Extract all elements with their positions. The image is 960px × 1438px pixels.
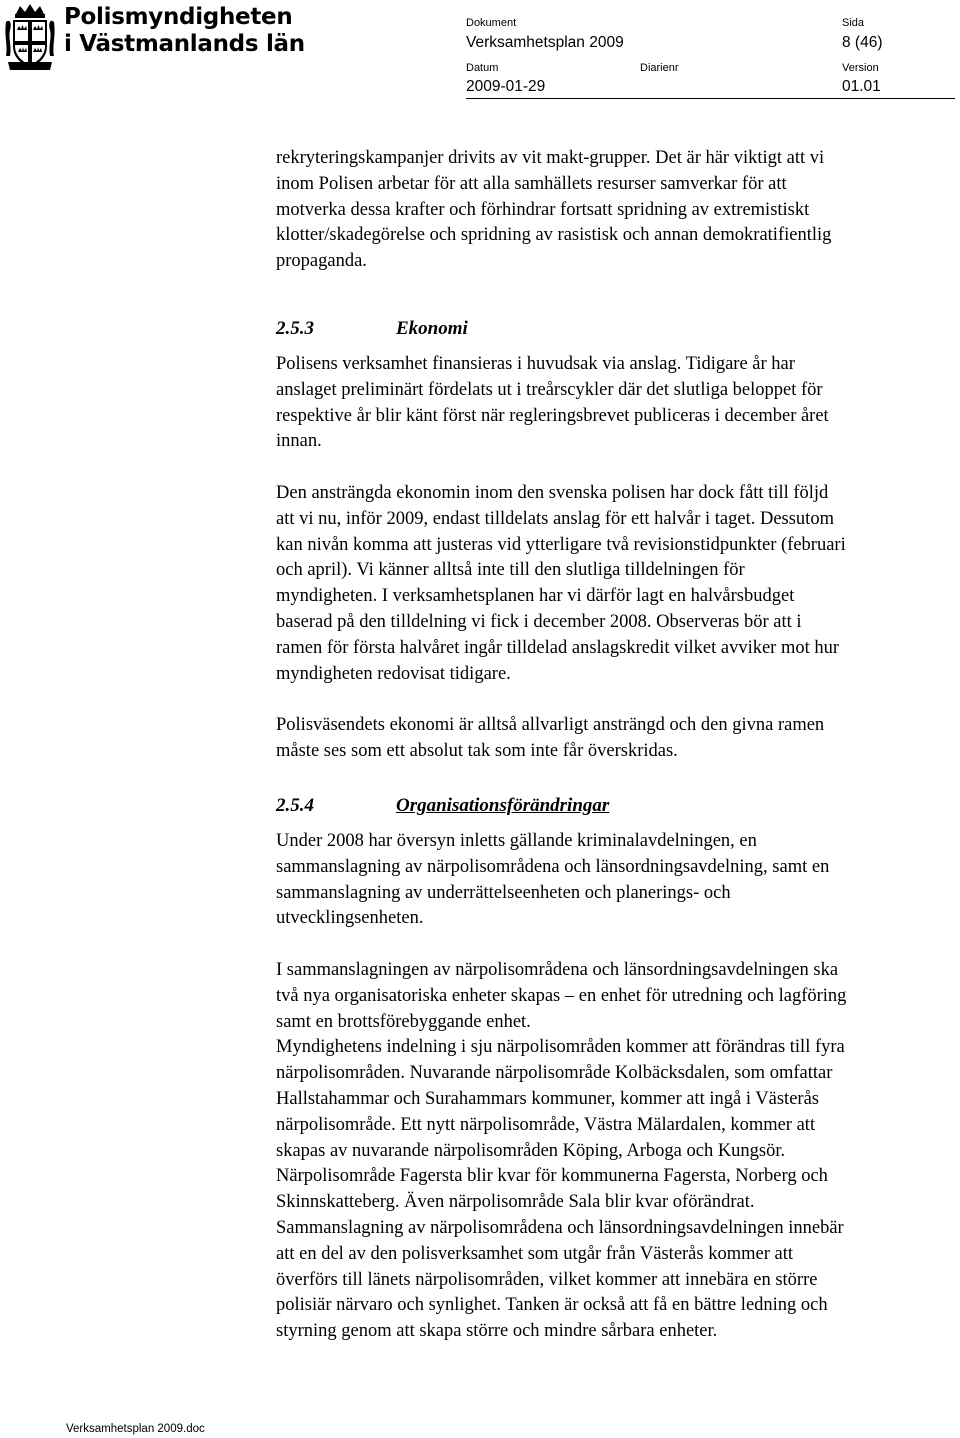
text-line: rekryteringskampanjer drivits av vit makt-grupper. Det är här viktigt att vi [276, 148, 825, 168]
org-line-2: i Västmanlands län [64, 31, 305, 57]
text-line: klotter/skadegörelse och spridning av rasistisk och annan demokratifientlig [276, 225, 832, 246]
version-label: Version [842, 62, 879, 74]
section-heading-organisationsforandringar [276, 794, 609, 818]
text-line: styrning genom att skapa större och mindre sårbara enheter. [276, 1321, 718, 1342]
text-line: närpolisområde. Ett nytt närpolisområde, Västra Mälardalen, kommer att [276, 1114, 816, 1135]
text-line: sammanslagning av närpolisområdena och länsordningsavdelning, samt en [276, 856, 830, 877]
text-line: samt en brottsförebyggande enhet. [276, 1011, 531, 1032]
text-line: att en del av den polisverksamhet som utgår från Västerås kommer att [276, 1243, 793, 1264]
text-line: kan nivån komma att justeras vid ytterligare två revisionstidpunkter (februari [276, 534, 846, 555]
ekonomi-paragraph-2 [276, 481, 956, 687]
text-line: Polisväsendets ekonomi är alltså allvarligt ansträngd och den givna ramen [276, 715, 825, 736]
text-line: ramen för första halvåret ingår tilldelad anslagskredit vilket avviker mot hur [276, 637, 840, 658]
version-value: 01.01 [842, 78, 881, 95]
page-header [0, 0, 960, 100]
organisation-body [276, 829, 956, 1345]
text-line: utvecklingsenheten. [276, 908, 424, 929]
intro-paragraph [276, 146, 956, 275]
footer-filename: Verksamhetsplan 2009.doc [66, 1423, 205, 1435]
text-line: I sammanslagningen av närpolisområdena och länsordningsavdelningen ska [276, 959, 839, 980]
page-label: Sida [842, 17, 865, 29]
text-line: närpolisområden. Nuvarande närpolisområde Kolbäcksdalen, som omfattar [276, 1063, 833, 1084]
text-line: myndigheten redovisat tidigare. [276, 663, 511, 684]
text-line: Den ansträngda ekonomin inom den svenska polisen har dock fått till följd [276, 482, 829, 503]
text-line: myndigheten. I verksamhetsplanen har vi därför lagt en halvårsbudget [276, 586, 795, 607]
text-line: Polisens verksamhet finansieras i huvudsak via anslag. Tidigare år har [276, 354, 795, 374]
text-line: anslaget preliminärt fördelats ut i treårscykler där det slutliga beloppet för [276, 379, 823, 400]
section-number: 2.5.4 [276, 795, 314, 816]
text-line: baserad på den tilldelning vi fick i december 2008. Observeras bör att i [276, 611, 802, 632]
text-line: innan. [276, 431, 322, 452]
text-line: att vi nu, inför 2009, endast tilldelats anslag för ett halvår i taget. Dessutom [276, 508, 834, 529]
ekonomi-body [276, 352, 956, 765]
section-heading-ekonomi [276, 317, 468, 341]
diarienr-label: Diarienr [640, 62, 679, 74]
text-line: Myndighetens indelning i sju närpolisområden kommer att förändras till fyra [276, 1037, 845, 1058]
text-line: överförs till länets närpolisområden, vilket kommer att innebära en större [276, 1269, 818, 1290]
organisation-paragraph-1 [276, 829, 956, 932]
text-line: Skinnskatteberg. Även närpolisområde Sala blir kvar oförändrat. [276, 1192, 755, 1213]
text-line: polisiär närvaro och synlighet. Tanken är också att få en bättre ledning och [276, 1295, 828, 1316]
date-value: 2009-01-29 [466, 78, 546, 95]
organization-name [64, 4, 305, 58]
text-line: sammanslagning av underrättelseenheten och planerings- och [276, 882, 731, 903]
organisation-paragraph-3 [276, 1035, 956, 1345]
text-line: måste ses som ett absolut tak som inte får överskridas. [276, 740, 678, 761]
text-line: skapas av nuvarande närpolisområden Köping, Arboga och Kungsör. [276, 1140, 786, 1161]
text-line: Närpolisområde Fagersta blir kvar för kommunerna Fagersta, Norberg och [276, 1166, 828, 1187]
text-line: propaganda. [276, 251, 367, 272]
text-line: och april). Vi känner alltså inte till den slutliga tilldelningen för [276, 560, 745, 581]
header-rule [466, 98, 955, 99]
text-line: två nya organisatoriska enheter skapas – en enhet för utredning och lagföring [276, 985, 847, 1006]
section-number: 2.5.3 [276, 318, 314, 339]
document-label: Dokument [466, 17, 517, 29]
org-line-1: Polismyndigheten [64, 4, 293, 30]
text-line: Hallstahammar och Surahammars kommuner, kommer att ingå i Västerås [276, 1088, 819, 1109]
page-value: 8 (46) [842, 34, 883, 51]
text-line: Sammanslagning av närpolisområdena och länsordningsavdelningen innebär [276, 1217, 844, 1238]
document-value: Verksamhetsplan 2009 [466, 34, 624, 51]
swedish-coat-of-arms-icon [4, 2, 56, 74]
organisation-paragraph-2 [276, 958, 956, 1035]
ekonomi-paragraph-1 [276, 352, 956, 455]
text-line: respektive år blir känt först när regleringsbrevet publiceras i december året [276, 405, 829, 426]
date-label: Datum [466, 62, 499, 74]
text-line: motverka dessa krafter och förhindrar fortsatt spridning av extremistiskt [276, 199, 810, 220]
text-line: inom Polisen arbetar för att alla samhällets resurser samverkar för att [276, 173, 787, 194]
section-title: Ekonomi [396, 318, 468, 339]
text-line: Under 2008 har översyn inletts gällande kriminalavdelningen, en [276, 831, 757, 851]
ekonomi-paragraph-3 [276, 713, 956, 765]
section-title: Organisationsförändringar [396, 795, 610, 816]
